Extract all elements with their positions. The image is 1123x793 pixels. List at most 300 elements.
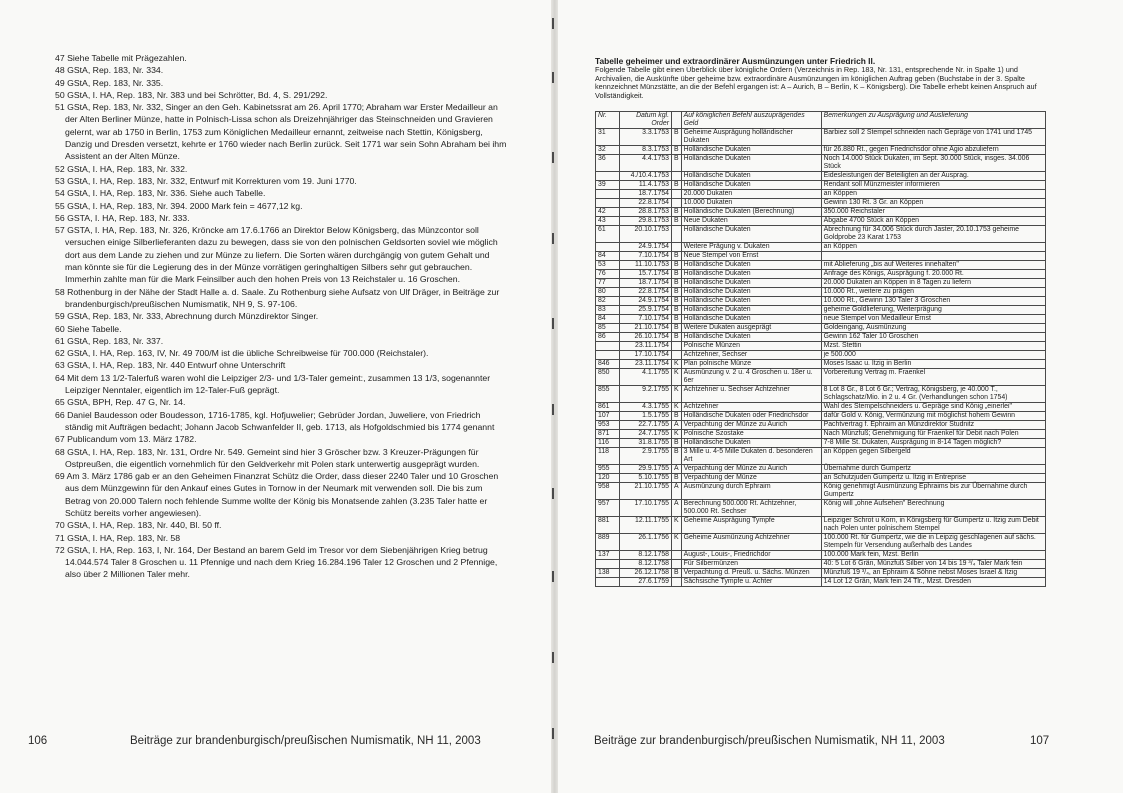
table-row: [596, 448, 1046, 465]
cell-mint: K: [672, 403, 682, 412]
cell-date: 8.12.1758: [620, 551, 672, 560]
cell-remarks: Mzst. Stettin: [821, 342, 1045, 351]
cell-date: 7.10.1754: [620, 315, 672, 324]
cell-remarks: Wahl des Stempelschneiders u. Gepräge sind König „einerlei": [821, 403, 1045, 412]
cell-date: 4.3.1755: [620, 403, 672, 412]
table-intro: Folgende Tabelle gibt einen Überblick über königliche Ordern (Verzeichnis in Rep. 183, Nr. 131, entsprechende Nr. in Spalte 1) und Archivalien, die Auskünfte über geheime bzw. extraordinäre Ausmünzungen im königlichen Auftrag geben (Buchstabe in der 3. Spalte kennzeichnet Münzstätte, an die der Befehl ergangen ist: A – Aurich, B – Berlin, K – Königsberg). Die Tabelle erhebt keinen Anspruch auf Vollständigkeit.: [595, 65, 1037, 100]
header-money: Auf königlichen Befehl auszuprägendes Geld: [681, 112, 821, 129]
cell-nr: 955: [596, 465, 620, 474]
cell-mint: B: [672, 217, 682, 226]
cell-mint: [672, 342, 682, 351]
cell-money: Ausmünzung v. 2 u. 4 Groschen u. 18er u. 6er: [681, 369, 821, 386]
cell-date: 20.10.1753: [620, 226, 672, 243]
right-page: [558, 0, 1123, 793]
footnote: 61 GStA, Rep. 183, Nr. 337.: [55, 335, 164, 346]
table-row: [596, 226, 1046, 243]
cell-nr: 32: [596, 146, 620, 155]
cell-date: 3.3.1753: [620, 129, 672, 146]
cell-remarks: Eidesleistungen der Beteiligten an der Ausprag.: [821, 172, 1045, 181]
cell-nr: 881: [596, 517, 620, 534]
table-row: [596, 297, 1046, 306]
cell-date: 2.9.1755: [620, 448, 672, 465]
footer-left: Beiträge zur brandenburgisch/preußischen Numismatik, NH 11, 2003: [130, 735, 481, 747]
cell-remarks: an Köppen gegen Silbergeld: [821, 448, 1045, 465]
cell-nr: 86: [596, 333, 620, 342]
cell-mint: [672, 199, 682, 208]
table-row: [596, 306, 1046, 315]
footnote: 50 GStA, I. HA, Rep. 183, Nr. 383 und bei Schrötter, Bd. 4, S. 291/292.: [55, 89, 328, 100]
orders-table: [595, 111, 1046, 587]
cell-remarks: Barbiez soll 2 Stempel schneiden nach Gepräge von 1741 und 1745: [821, 129, 1045, 146]
cell-money: Holländische Dukaten: [681, 155, 821, 172]
cell-date: 17.10.1755: [620, 500, 672, 517]
cell-money: Achtzehner: [681, 403, 821, 412]
cell-date: 29.9.1755: [620, 465, 672, 474]
cell-nr: [596, 199, 620, 208]
footnote: 51 GStA, Rep. 183, Nr. 332, Singer an den Geh. Kabinetssrat am 26. April 1770; Abraham war Erster Medailleur an der Alten Berliner Münze, hatte in Polnisch-Lissa schon als Dreizehnjähriger das Steinschneiden und Gravieren gelernt, war ab 1750 in Berlin, 1753 zum Königlichen Medailleur ernannt, zeitweise nach Stettin, Königsberg, Danzig und Dresden versetzt, kehrte er 1760 wieder nach Berlin zurück. Seit 1771 war sein Sohn Abraham bei ihm Assistent an der Alten Münze.: [55, 102, 507, 162]
footnote: 63 GStA, I. HA, Rep. 183, Nr. 440 Entwurf ohne Unterschrift: [55, 360, 286, 371]
cell-mint: B: [672, 252, 682, 261]
cell-mint: B: [672, 155, 682, 172]
table-row: [596, 261, 1046, 270]
table-row: [596, 243, 1046, 252]
page-number-right: 107: [1030, 735, 1050, 747]
cell-nr: [596, 243, 620, 252]
cell-nr: [596, 172, 620, 181]
cell-remarks: an Schutzjuden Gumpertz u. Itzig in Entreprise: [821, 474, 1045, 483]
table-row: [596, 155, 1046, 172]
table-row: [596, 474, 1046, 483]
cell-nr: [596, 342, 620, 351]
cell-remarks: 10.000 Rt., weitere zu prägen: [821, 288, 1045, 297]
table-row: [596, 181, 1046, 190]
cell-money: 20.000 Dukaten: [681, 190, 821, 199]
cell-date: 22.7.1755: [620, 421, 672, 430]
footnote: 47 Siehe Tabelle mit Prägezahlen.: [55, 53, 187, 63]
cell-money: 10.000 Dukaten: [681, 199, 821, 208]
table-row: [596, 208, 1046, 217]
cell-date: 25.9.1754: [620, 306, 672, 315]
cell-remarks: Gewinn 130 Rt. 3 Gr. an Köppen: [821, 199, 1045, 208]
cell-money: Polnische Münzen: [681, 342, 821, 351]
cell-nr: 855: [596, 386, 620, 403]
cell-nr: 43: [596, 217, 620, 226]
table-header-row: [596, 112, 1046, 129]
cell-remarks: Anfrage des Königs, Ausprägung f. 20.000 Rt.: [821, 270, 1045, 279]
cell-mint: [672, 190, 682, 199]
cell-remarks: 100.000 Rt. für Gumpertz, wie die in Leipzig geschlagenen auf sächs. Stempeln für Versendung außerhalb des Landes: [821, 534, 1045, 551]
cell-remarks: an Köppen: [821, 190, 1045, 199]
cell-money: Geheime Ausmünzung Achtzehner: [681, 534, 821, 551]
cell-date: 22.8.1754: [620, 288, 672, 297]
table-row: [596, 333, 1046, 342]
cell-money: Verpachtung d. Preuß. u. Sächs. Münzen: [681, 569, 821, 578]
cell-nr: 85: [596, 324, 620, 333]
cell-nr: 76: [596, 270, 620, 279]
cell-money: Holländische Dukaten: [681, 306, 821, 315]
gutter-mark: [552, 72, 554, 83]
footnote: 72 GStA, I. HA, Rep. 163, I, Nr. 164, Der Bestand an barem Geld im Tresor vor dem Siebenjährigen Krieg betrug 14.044.574 Taler 8 Groschen u. 11 Pfennige und nach dem Krieg 16.284.196 Taler 12 Groschen und 2 Pfennige, also über 2 Millionen Taler mehr.: [55, 544, 498, 580]
cell-money: Verpachtung der Münze zu Aurich: [681, 421, 821, 430]
cell-date: 26.10.1754: [620, 333, 672, 342]
cell-mint: K: [672, 369, 682, 386]
cell-remarks: 14 Lot 12 Grän, Mark fein 24 Tlr., Mzst. Dresden: [821, 578, 1045, 587]
cell-nr: 36: [596, 155, 620, 172]
cell-remarks: [821, 252, 1045, 261]
cell-date: 21.10.1755: [620, 483, 672, 500]
cell-remarks: 8 Lot 8 Gr., 8 Lot 6 Gr.; Vertrag, Königsberg, je 40.000 T., Schlagschatz/Mio. in 2 u. 4 Gr. (Verhandlungen schon 1754): [821, 386, 1045, 403]
cell-money: Verpachtung der Münze zu Aurich: [681, 465, 821, 474]
table-row: [596, 129, 1046, 146]
cell-nr: [596, 190, 620, 199]
cell-date: 23.11.1754: [620, 360, 672, 369]
cell-money: Holländische Dukaten: [681, 315, 821, 324]
table-row: [596, 217, 1046, 226]
cell-nr: 958: [596, 483, 620, 500]
table-row: [596, 465, 1046, 474]
cell-remarks: Nach Münzfuß; Genehmigung für Fraenkel für Debit nach Polen: [821, 430, 1045, 439]
footnote: 60 Siehe Tabelle.: [55, 323, 122, 334]
footnote: 53 GStA, I. HA, Rep. 183, Nr. 332, Entwurf mit Korrekturen vom 19. Juni 1770.: [55, 175, 357, 186]
cell-money: Sächsische Tympfe u. Achter: [681, 578, 821, 587]
cell-remarks: Goldeingang, Ausmünzung: [821, 324, 1045, 333]
cell-mint: B: [672, 439, 682, 448]
cell-nr: 889: [596, 534, 620, 551]
cell-remarks: Abgabe 4700 Stück an Köppen: [821, 217, 1045, 226]
cell-date: 7.10.1754: [620, 252, 672, 261]
cell-money: Geheime Ausprägung Tympfe: [681, 517, 821, 534]
cell-remarks: Moses Isaac u. Itzig in Berlin: [821, 360, 1045, 369]
cell-money: Holländische Dukaten: [681, 270, 821, 279]
cell-nr: 871: [596, 430, 620, 439]
cell-money: Plan polnische Münze: [681, 360, 821, 369]
header-remarks: Bemerkungen zu Ausprägung und Auslieferung: [821, 112, 1045, 129]
footnote: 49 GStA, Rep. 183, Nr. 335.: [55, 77, 164, 88]
cell-remarks: 40: 5 Lot 6 Grän, Münzfuß Silber von 14 bis 19 ³/₄ Taler Mark fein: [821, 560, 1045, 569]
cell-nr: 61: [596, 226, 620, 243]
cell-nr: 120: [596, 474, 620, 483]
cell-nr: 82: [596, 297, 620, 306]
cell-date: 17.10.1754: [620, 351, 672, 360]
cell-remarks: 350.000 Reichstaler: [821, 208, 1045, 217]
cell-money: Holländische Dukaten: [681, 261, 821, 270]
table-row: [596, 146, 1046, 155]
table-row: [596, 351, 1046, 360]
cell-mint: [672, 172, 682, 181]
cell-mint: K: [672, 386, 682, 403]
page-number-left: 106: [28, 735, 48, 747]
cell-remarks: Abrechnung für 34.006 Stück durch Jaster, 20.10.1753 geheime Goldprobe 23 Karat 1753: [821, 226, 1045, 243]
cell-date: 1.5.1755: [620, 412, 672, 421]
cell-money: 3 Mille u. 4-5 Mille Dukaten d. besonderen Art: [681, 448, 821, 465]
cell-date: 31.8.1755: [620, 439, 672, 448]
gutter-mark: [552, 652, 554, 663]
cell-mint: B: [672, 288, 682, 297]
cell-money: Holländische Dukaten: [681, 333, 821, 342]
gutter-mark: [552, 318, 554, 329]
gutter-mark: [552, 728, 554, 739]
cell-mint: B: [672, 315, 682, 324]
footnote: 57 GSTA, I. HA, Rep. 183, Nr. 326, Kröncke am 17.6.1766 an Direktor Below Königsberg, das Münzcontor soll versuchen einige Silberlieferanten dazu zu bewegen, dass sie von den polnischen Geldsorten soviel wie möglich dort aus dem Lande zu ziehen und zur Münze zu liefern. Die Sorten wären durchgängig von gutem Gehalt und man könnte sie für die Legierung des in der Münze vorrätigen geringhaltigen Silbers sehr gut gebrauchen. Immerhin zahlte man für die Mark Feinsilber auch den hohen Preis von 13 Reichstaler u. 16 Groschen.: [55, 225, 498, 285]
cell-nr: [596, 560, 620, 569]
cell-mint: A: [672, 500, 682, 517]
table-row: [596, 403, 1046, 412]
cell-money: Weitere Prägung v. Dukaten: [681, 243, 821, 252]
cell-date: 23.11.1754: [620, 342, 672, 351]
footnote: 58 Rothenburg in der Nähe der Stadt Halle a. d. Saale. Zu Rothenburg siehe Aufsatz von Ulf Dräger, in Beiträge zur brandenburgisch/preußischen Numismatik, NH 9, S. 97-106.: [55, 286, 500, 309]
cell-remarks: 10.000 Rt., Gewinn 130 Taler 3 Groschen: [821, 297, 1045, 306]
cell-remarks: Rendant soll Münzmeister informieren: [821, 181, 1045, 190]
cell-remarks: an Köppen: [821, 243, 1045, 252]
cell-nr: 953: [596, 421, 620, 430]
cell-date: 29.8.1753: [620, 217, 672, 226]
table-row: [596, 324, 1046, 333]
cell-money: Holländische Dukaten: [681, 297, 821, 306]
cell-date: 4./10.4.1753: [620, 172, 672, 181]
table-row: [596, 369, 1046, 386]
cell-nr: 957: [596, 500, 620, 517]
cell-remarks: 7-8 Mille St. Dukaten, Ausprägung in 8-14 Tagen möglich?: [821, 439, 1045, 448]
header-nr: Nr.: [596, 112, 620, 129]
cell-nr: 42: [596, 208, 620, 217]
cell-money: Neue Stempel von Ernst: [681, 252, 821, 261]
cell-mint: [672, 243, 682, 252]
footnote: 54 GStA, I. HA, Rep. 183, Nr. 336. Siehe auch Tabelle.: [55, 188, 266, 199]
cell-date: 9.2.1755: [620, 386, 672, 403]
cell-mint: B: [672, 448, 682, 465]
cell-nr: 116: [596, 439, 620, 448]
cell-date: 27.6.1759: [620, 578, 672, 587]
cell-mint: B: [672, 306, 682, 315]
cell-remarks: Pachtvertrag f. Ephraim an Münzdirektor Studnitz: [821, 421, 1045, 430]
cell-money: Ausmünzung durch Ephraim: [681, 483, 821, 500]
table-row: [596, 412, 1046, 421]
cell-money: Achtzehner, Sechser: [681, 351, 821, 360]
table-row: [596, 199, 1046, 208]
cell-mint: B: [672, 181, 682, 190]
cell-remarks: je 500.000: [821, 351, 1045, 360]
cell-date: 4.4.1753: [620, 155, 672, 172]
cell-date: 4.1.1755: [620, 369, 672, 386]
footnote: 70 GStA, I. HA, Rep. 183, Nr. 440, Bl. 50 ff.: [55, 520, 222, 531]
header-date: Datum kgl. Order: [620, 112, 672, 129]
footnote: 71 GStA, I. HA, Rep. 183, Nr. 58: [55, 532, 181, 543]
table-row: [596, 360, 1046, 369]
cell-nr: [596, 578, 620, 587]
cell-nr: 77: [596, 279, 620, 288]
gutter-mark: [552, 152, 554, 163]
cell-remarks: Noch 14.000 Stück Dukaten, im Sept. 30.000 Stück, insges. 34.006 Stück: [821, 155, 1045, 172]
cell-mint: [672, 560, 682, 569]
cell-mint: [672, 578, 682, 587]
cell-money: Holländische Dukaten: [681, 172, 821, 181]
cell-remarks: für 26.880 Rt., gegen Friedrichsdor ohne Agio abzuliefern: [821, 146, 1045, 155]
table-row: [596, 569, 1046, 578]
cell-money: Berechnung 500.000 Rt. Achtzehner, 500.000 Rt. Sechser: [681, 500, 821, 517]
table-row: [596, 386, 1046, 403]
footnotes-list: [55, 52, 507, 581]
gutter-mark: [552, 233, 554, 244]
cell-mint: A: [672, 465, 682, 474]
footnote: 67 Publicandum vom 13. März 1782.: [55, 434, 197, 445]
cell-money: Achtzehner u. Sechser Achtzehner: [681, 386, 821, 403]
footnote: 66 Daniel Baudesson oder Boudesson, 1716-1785, kgl. Hofjuwelier; Gebrüder Jordan, Juweliere, von Friedrich ständig mit Aufträgen bedacht; Johann Jacob Schwanfelder II, geb. 1713, als Hofgoldschmied bis 1774 genannt: [55, 409, 495, 432]
cell-mint: K: [672, 360, 682, 369]
table-title: Tabelle geheimer und extraordinärer Ausmünzungen unter Friedrich II.: [595, 56, 876, 66]
cell-mint: B: [672, 208, 682, 217]
header-mint: [672, 112, 682, 129]
cell-remarks: Übernahme durch Gumpertz: [821, 465, 1045, 474]
cell-mint: A: [672, 483, 682, 500]
cell-remarks: Vorbereitung Vertrag m. Fraenkel: [821, 369, 1045, 386]
gutter-mark: [552, 18, 554, 29]
cell-mint: B: [672, 474, 682, 483]
cell-remarks: geheime Goldlieferung, Weiterprägung: [821, 306, 1045, 315]
cell-remarks: 100.000 Mark fein, Mzst. Berlin: [821, 551, 1045, 560]
footnote: 55 GStA, I. HA, Rep. 183, Nr. 394. 2000 Mark fein = 4677,12 kg.: [55, 200, 303, 211]
cell-remarks: dafür Gold v. König, Vermünzung mit möglichst hohem Gewinn: [821, 412, 1045, 421]
cell-mint: B: [672, 412, 682, 421]
gutter-mark: [552, 488, 554, 499]
table-row: [596, 500, 1046, 517]
cell-nr: [596, 351, 620, 360]
footer-right: Beiträge zur brandenburgisch/preußischen Numismatik, NH 11, 2003: [594, 735, 945, 747]
table-row: [596, 430, 1046, 439]
cell-mint: [672, 351, 682, 360]
cell-mint: K: [672, 430, 682, 439]
cell-nr: 118: [596, 448, 620, 465]
cell-nr: 137: [596, 551, 620, 560]
table-row: [596, 578, 1046, 587]
cell-mint: K: [672, 534, 682, 551]
cell-remarks: Leipziger Schrot u Korn, in Königsberg für Gumpertz u. Itzig zum Debit nach Polen unter polnischem Stempel: [821, 517, 1045, 534]
cell-nr: 84: [596, 315, 620, 324]
cell-money: Holländische Dukaten (Berechnung): [681, 208, 821, 217]
cell-money: Holländische Dukaten: [681, 279, 821, 288]
cell-date: 28.8.1753: [620, 208, 672, 217]
cell-mint: [672, 551, 682, 560]
table-row: [596, 190, 1046, 199]
cell-nr: 138: [596, 569, 620, 578]
left-page: [0, 0, 552, 793]
table-row: [596, 270, 1046, 279]
cell-mint: [672, 226, 682, 243]
cell-date: 26.12.1758: [620, 569, 672, 578]
cell-date: 24.9.1754: [620, 243, 672, 252]
cell-mint: B: [672, 146, 682, 155]
cell-money: Holländische Dukaten: [681, 288, 821, 297]
cell-nr: 83: [596, 306, 620, 315]
cell-nr: 846: [596, 360, 620, 369]
footnote: 62 GStA, I. HA, Rep. 163, IV, Nr. 49 700/M ist die übliche Schreibweise für 700.000 (Reichstaler).: [55, 348, 429, 359]
cell-money: Holländische Dukaten: [681, 181, 821, 190]
cell-money: Holländische Dukaten: [681, 226, 821, 243]
cell-nr: 84: [596, 252, 620, 261]
cell-nr: 53: [596, 261, 620, 270]
cell-remarks: 20.000 Dukaten an Köppen in 8 Tagen zu liefern: [821, 279, 1045, 288]
cell-money: Weitere Dukaten ausgeprägt: [681, 324, 821, 333]
footnote: 69 Am 3. März 1786 gab er an den Geheimen Finanzrat Schütz die Order, dass dieser 2240 Taler und 10 Groschen aus dem Münzgewinn für den Ankauf eines Gutes in Tornow in der Neumark mit verwenden soll. Die bis zum Betrag von 20.000 Talern noch fehlende Summe wollte der König bis Monatsende zahlen (3.235 Taler hatte er Schütz bereits vorher angewiesen).: [55, 471, 499, 518]
cell-mint: B: [672, 270, 682, 279]
cell-nr: 31: [596, 129, 620, 146]
cell-date: 24.9.1754: [620, 297, 672, 306]
cell-nr: 850: [596, 369, 620, 386]
cell-date: 11.10.1753: [620, 261, 672, 270]
cell-mint: B: [672, 569, 682, 578]
table-row: [596, 439, 1046, 448]
table-row: [596, 288, 1046, 297]
table-row: [596, 315, 1046, 324]
table-row: [596, 560, 1046, 569]
cell-date: 15.7.1754: [620, 270, 672, 279]
footnote: 64 Mit dem 13 1/2-Talerfuß waren wohl die Leipziger 2/3- und 1/3-Taler gemeint:, zusammen 13 1/3, sogenannter Leipziger Nenntaler, eigentlich im 12-Taler-Fuß geprägt.: [55, 372, 491, 396]
cell-date: 8.3.1753: [620, 146, 672, 155]
cell-mint: B: [672, 297, 682, 306]
cell-nr: 107: [596, 412, 620, 421]
cell-nr: 80: [596, 288, 620, 297]
cell-nr: 861: [596, 403, 620, 412]
cell-mint: B: [672, 333, 682, 342]
cell-date: 21.10.1754: [620, 324, 672, 333]
cell-nr: 39: [596, 181, 620, 190]
footnote: 59 GStA, Rep. 183, Nr. 333, Abrechnung durch Münzdirektor Singer.: [55, 311, 319, 322]
cell-money: Holländische Dukaten oder Friedrichsdor: [681, 412, 821, 421]
cell-date: 8.12.1758: [620, 560, 672, 569]
footnote: 65 GStA, BPH, Rep. 47 G, Nr. 14.: [55, 397, 186, 408]
cell-remarks: Münzfuß 19 ³/₄, an Ephraim & Söhne nebst Moses Israel & Itzig: [821, 569, 1045, 578]
cell-money: Verpachtung der Münze: [681, 474, 821, 483]
cell-mint: K: [672, 517, 682, 534]
cell-money: Holländische Dukaten: [681, 146, 821, 155]
table-row: [596, 551, 1046, 560]
cell-money: Neue Dukaten: [681, 217, 821, 226]
cell-money: August-, Louis-, Friedrichdor: [681, 551, 821, 560]
gutter-mark: [552, 404, 554, 415]
cell-remarks: König will „ohne Aufsehen" Berechnung: [821, 500, 1045, 517]
cell-remarks: neue Stempel von Medailleur Ernst: [821, 315, 1045, 324]
cell-mint: A: [672, 421, 682, 430]
cell-date: 18.7.1754: [620, 279, 672, 288]
cell-mint: B: [672, 261, 682, 270]
cell-mint: B: [672, 129, 682, 146]
table-row: [596, 517, 1046, 534]
cell-money: Holländische Dukaten: [681, 439, 821, 448]
cell-money: Für Silbermünzen: [681, 560, 821, 569]
footnote: 56 GSTA, I. HA, Rep. 183, Nr. 333.: [55, 212, 190, 223]
table-row: [596, 534, 1046, 551]
cell-date: 24.7.1755: [620, 430, 672, 439]
cell-date: 26.1.1756: [620, 534, 672, 551]
footnote: 52 GStA, I. HA, Rep. 183, Nr. 332.: [55, 163, 188, 174]
cell-date: 12.11.1755: [620, 517, 672, 534]
cell-money: Geheime Ausprägung holländischer Dukaten: [681, 129, 821, 146]
cell-money: Polnische Szostake: [681, 430, 821, 439]
table-row: [596, 252, 1046, 261]
cell-mint: B: [672, 324, 682, 333]
cell-mint: B: [672, 279, 682, 288]
table-row: [596, 172, 1046, 181]
table-row: [596, 279, 1046, 288]
gutter-mark: [552, 571, 554, 582]
table-row: [596, 342, 1046, 351]
cell-date: 22.8.1754: [620, 199, 672, 208]
cell-remarks: König genehmigt Ausmünzung Ephraims bis zur Übernahme durch Gumpertz: [821, 483, 1045, 500]
footnote: 68 GStA, I. HA, Rep. 183, Nr. 131, Ordre Nr. 549. Gemeint sind hier 3 Gröscher bzw. 3 Kreuzer-Prägungen für Ostpreußen, die eigentlich vornehmlich für den Geldverkehr mit Polen stark unterwertig ausgeprägt wurden.: [55, 446, 480, 469]
cell-date: 11.4.1753: [620, 181, 672, 190]
cell-date: 18.7.1754: [620, 190, 672, 199]
cell-date: 5.10.1755: [620, 474, 672, 483]
table-row: [596, 421, 1046, 430]
